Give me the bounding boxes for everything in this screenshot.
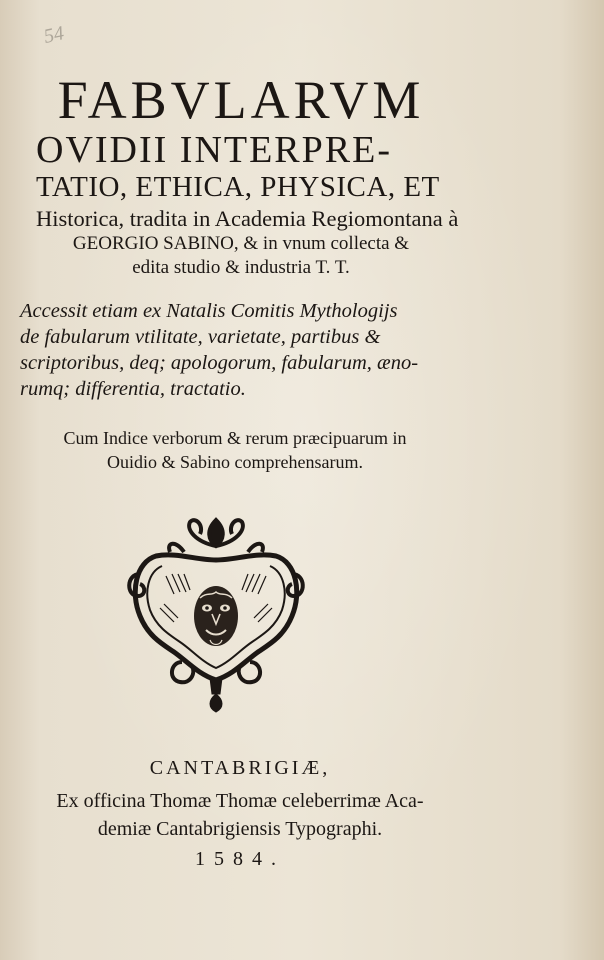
imprint-year: 1584. <box>195 848 285 870</box>
title-line-6: edita studio & industria T. T. <box>132 257 350 278</box>
imprint-printer-line-2: demiæ Cantabrigiensis Typographi. <box>97 818 383 840</box>
bottom-pendant <box>210 678 222 712</box>
accessit-line-4: rumq; differentia, tractatio. <box>20 378 246 400</box>
imprint-place: CANTABRIGIÆ, <box>149 757 331 779</box>
index-line-2: Ouidio & Sabino comprehensarum. <box>107 452 363 472</box>
accessit-line-2: de fabularum vtilitate, varietate, partibus & <box>20 326 381 348</box>
printers-device-ornament <box>126 512 306 717</box>
fleuron-top <box>169 520 263 552</box>
title-line-4: Historica, tradita in Academia Regiomontana à <box>36 206 459 231</box>
title-line-2: OVIDII INTERPRE- <box>36 129 393 171</box>
pencil-note: 54 <box>41 22 66 48</box>
title-line-3: TATIO, ETHICA, PHYSICA, ET <box>36 171 440 203</box>
imprint-printer-line-1: Ex officina Thomæ Thomæ celeberrimæ Aca- <box>56 790 424 812</box>
accessit-line-3: scriptoribus, deq; apologorum, fabularum, æno- <box>20 352 419 374</box>
grotesque-mask <box>194 586 238 646</box>
accessit-line-1: Accessit etiam ex Natalis Comitis Mythologijs <box>20 300 398 322</box>
title-line-5: GEORGIO SABINO, & in vnum collecta & <box>72 233 410 254</box>
title-line-1: FABVLARVM <box>57 70 425 130</box>
index-line-1: Cum Indice verborum & rerum præcipuarum in <box>63 428 407 448</box>
